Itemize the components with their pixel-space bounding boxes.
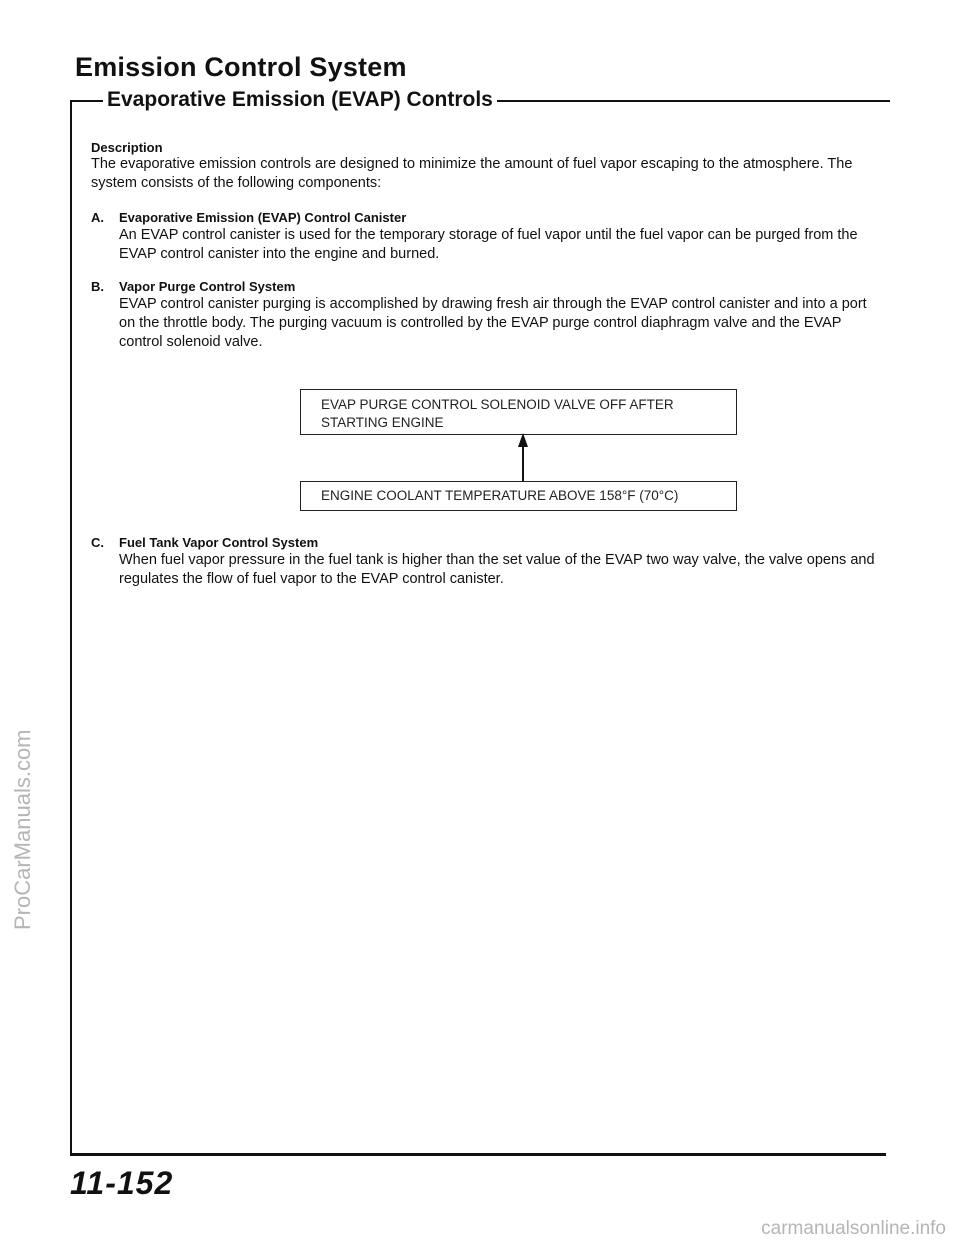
component-c-title: Fuel Tank Vapor Control System	[119, 535, 319, 550]
component-b-letter: B.	[91, 279, 104, 294]
side-watermark: ProCarManuals.com	[10, 729, 35, 930]
component-a-letter: A.	[91, 210, 104, 225]
page-number: 11-152	[70, 1165, 174, 1201]
bottom-watermark: carmanualsonline.info	[761, 1218, 946, 1239]
section-rule-left	[70, 100, 72, 1153]
component-a-title: Evaporative Emission (EVAP) Control Canister	[119, 210, 407, 225]
page-title: Emission Control System	[75, 52, 407, 82]
component-a-text: An EVAP control canister is used for the temporary storage of fuel vapor until the fuel vapor can be purged from the EVAP control canister into the engine and burned.	[119, 227, 858, 262]
flowchart-box-coolant-temp: ENGINE COOLANT TEMPERATURE ABOVE 158°F (70°C)	[300, 481, 737, 511]
flowchart-arrow-line	[522, 446, 524, 482]
flowchart-box-solenoid-off: EVAP PURGE CONTROL SOLENOID VALVE OFF AFTER STARTING ENGINE	[300, 389, 737, 435]
component-a-heading	[91, 210, 406, 225]
description-heading: Description	[91, 140, 163, 155]
component-b-title: Vapor Purge Control System	[119, 279, 296, 294]
flowchart-arrow-up-icon	[518, 433, 528, 447]
component-c-text: When fuel vapor pressure in the fuel tank is higher than the set value of the EVAP two way valve, the valve opens and regulates the flow of fuel vapor to the EVAP control canister.	[119, 552, 875, 587]
component-b-text: EVAP control canister purging is accomplished by drawing fresh air through the EVAP control canister and into a port on the throttle body. The purging vacuum is controlled by the EVAP purge control diaphragm valve and the EVAP control solenoid valve.	[119, 296, 867, 350]
component-c-letter: C.	[91, 535, 104, 550]
page-bottom-rule	[70, 1153, 886, 1156]
component-c-heading	[91, 535, 318, 550]
description-text: The evaporative emission controls are designed to minimize the amount of fuel vapor escaping to the atmosphere. The system consists of the following components:	[91, 156, 853, 191]
section-title: Evaporative Emission (EVAP) Controls	[103, 88, 497, 112]
component-b-heading	[91, 279, 295, 294]
